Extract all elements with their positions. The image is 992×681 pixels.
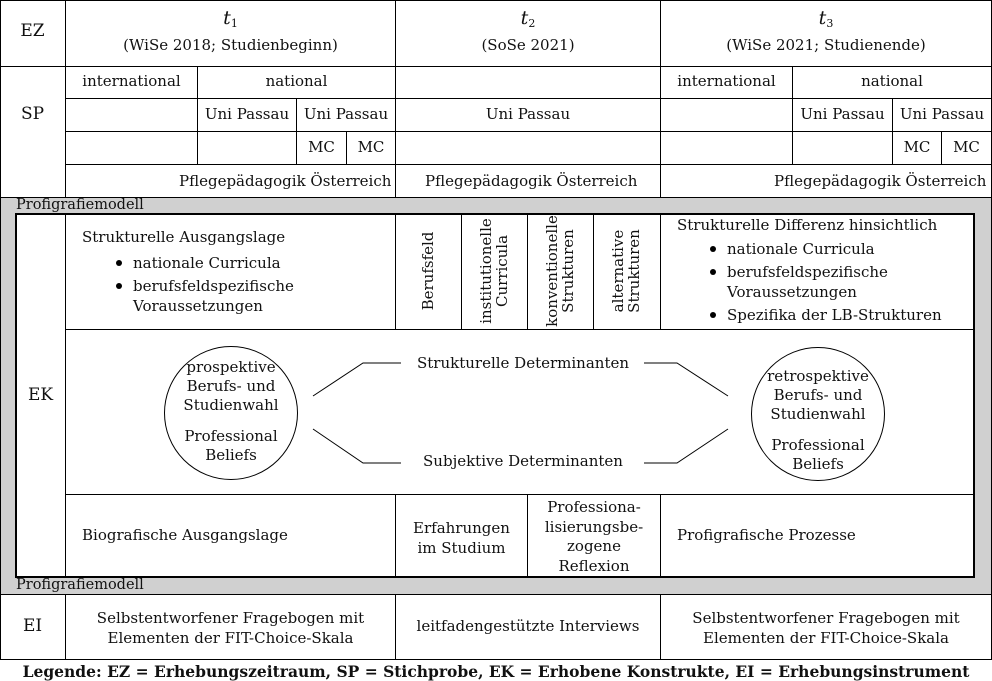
circle-line: Beliefs xyxy=(205,446,257,464)
ei-t2-interviews: leitfadengestützte Interviews xyxy=(416,617,640,635)
cell-line: Erfahrungen xyxy=(413,519,510,537)
circle-retrospective xyxy=(751,347,885,481)
sp-t3-international: international xyxy=(677,72,776,90)
connector-left-bottom xyxy=(313,429,401,463)
row-label-ei: EI xyxy=(22,616,43,636)
sp-t3-uni-passau-b: Uni Passau xyxy=(899,105,985,123)
connector-right-bottom xyxy=(644,429,728,463)
timepoint-label: (SoSe 2021) xyxy=(481,36,575,54)
sp-t1-pflege: Pflegepädagogik Österreich xyxy=(179,172,392,190)
sp-t3-pflege: Pflegepädagogik Österreich xyxy=(774,172,987,190)
timepoint-label: (WiSe 2021; Studienende) xyxy=(726,36,926,54)
sp-t1-mc-a: MC xyxy=(308,138,335,156)
ek-profigraphic-processes: Profigrafische Prozesse xyxy=(677,526,856,544)
circle-line: retrospektive xyxy=(767,367,869,385)
bullet-text: berufsfeldspezifische Voraussetzungen xyxy=(727,263,888,301)
sp-t3-national: national xyxy=(861,72,923,90)
model-label-top: Profigrafiemodell xyxy=(16,197,144,213)
circle-line: prospektive xyxy=(186,358,276,376)
ek-professionalisation-reflection xyxy=(528,498,660,576)
vertical-label-line: Berufsfeld xyxy=(419,231,437,311)
sp-t3-mc-b: MC xyxy=(953,138,980,156)
circle-line: Studienwahl xyxy=(770,405,866,423)
bullet-item: Spezifika der LB-Strukturen xyxy=(709,305,971,325)
ek-biographical-baseline: Biografische Ausgangslage xyxy=(82,526,288,544)
row-label-ek: EK xyxy=(27,385,54,405)
connector-right-top xyxy=(644,363,728,396)
circle-line: Professional xyxy=(771,436,865,454)
cell-line: Reflexion xyxy=(558,556,630,575)
vertical-label-line: Strukturen xyxy=(625,229,643,313)
timepoint-index: 2 xyxy=(528,17,536,30)
timepoint-label: (WiSe 2018; Studienbeginn) xyxy=(123,36,338,54)
sp-t1-uni-passau-a: Uni Passau xyxy=(204,105,290,123)
cell-line: im Studium xyxy=(417,539,506,557)
connector-left-top xyxy=(313,363,401,396)
circle-line: Berufs- und xyxy=(186,377,276,395)
sp-t1-international: international xyxy=(82,72,181,90)
model-label-bottom: Profigrafiemodell xyxy=(16,577,144,593)
row-label-ez: EZ xyxy=(20,21,45,41)
cell-line: Elementen der FIT-Choice-Skala xyxy=(107,629,354,647)
sp-t3-uni-passau-a: Uni Passau xyxy=(800,105,885,123)
vertical-label-line: institutionelle xyxy=(477,218,495,324)
timepoint-index: 1 xyxy=(230,17,238,30)
bullet-item: nationale Curricula xyxy=(709,239,971,259)
cell-line: zogene xyxy=(567,537,621,555)
determinant-subjective: Subjektive Determinanten xyxy=(423,452,623,470)
circle-line: Professional xyxy=(184,427,278,445)
bullet-text: berufsfeldspezifische Voraussetzungen xyxy=(133,277,294,315)
sp-t1-national: national xyxy=(265,72,328,90)
ei-t3-questionnaire xyxy=(661,608,991,648)
cell-line: Professiona- xyxy=(547,498,641,516)
vertical-label-line: konventionelle xyxy=(543,215,561,327)
sp-t2-uni-passau: Uni Passau xyxy=(485,105,571,123)
ek-left-title: Strukturelle Ausgangslage xyxy=(82,228,286,246)
sp-t3-mc-a: MC xyxy=(903,138,931,156)
ek-study-experiences xyxy=(396,518,527,558)
vertical-label-line: alternative xyxy=(609,229,627,313)
bullet-item: nationale Curricula xyxy=(115,253,387,273)
ek-right-title: Strukturelle Differenz hinsichtlich xyxy=(677,216,938,234)
cell-line: lisierungsbe- xyxy=(544,517,644,536)
sp-t2-pflege: Pflegepädagogik Österreich xyxy=(425,172,638,190)
ei-t1-questionnaire xyxy=(66,608,395,648)
cell-line: Selbstentworfener Fragebogen mit xyxy=(692,609,960,627)
circle-line: Beliefs xyxy=(792,455,844,473)
circle-prospective xyxy=(164,346,298,480)
cell-line: Selbstentworfener Fragebogen mit xyxy=(96,609,365,627)
timepoint-symbol: t xyxy=(818,7,827,29)
circle-line: Studienwahl xyxy=(183,396,279,414)
vertical-label-line: Curricula xyxy=(493,234,511,308)
determinant-structural: Strukturelle Determinanten xyxy=(416,354,630,372)
cell-line: Elementen der FIT-Choice-Skala xyxy=(703,629,949,647)
sp-t1-uni-passau-b: Uni Passau xyxy=(303,105,389,123)
timepoint-symbol: t xyxy=(223,7,231,29)
timepoint-index: 3 xyxy=(826,17,834,30)
vertical-label-line: Strukturen xyxy=(559,229,577,313)
legend: Legende: EZ = Erhebungszeitraum, SP = Stichprobe, EK = Erhobene Konstrukte, EI = Erhebungsinstrument xyxy=(22,662,970,681)
row-label-sp: SP xyxy=(20,104,45,124)
sp-t1-mc-b: MC xyxy=(357,138,385,156)
circle-line: Berufs- und xyxy=(773,386,863,404)
timepoint-symbol: t xyxy=(520,7,529,29)
